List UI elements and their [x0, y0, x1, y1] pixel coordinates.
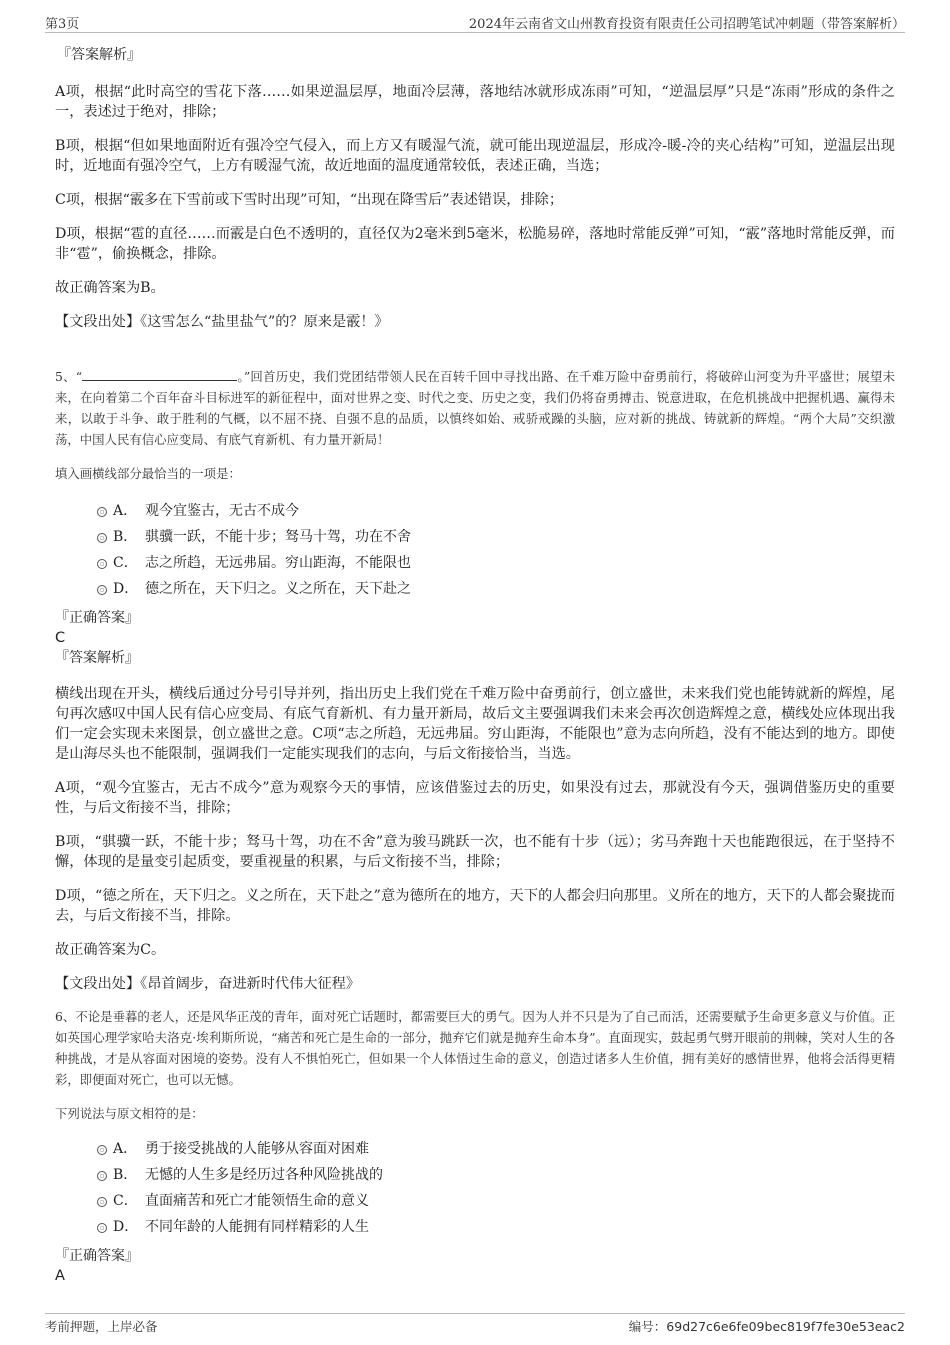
page-number: 第3页 [45, 17, 80, 32]
radio-button[interactable] [97, 1145, 107, 1155]
q6-options [55, 1136, 895, 1240]
q5-blank [82, 367, 237, 381]
radio-button[interactable] [97, 559, 107, 569]
document-id [629, 1317, 905, 1335]
q5-analysis-d: D项，“德之所在，天下归之。义之所在，天下赴之”意为德所在的地方，天下的人都会归向那里。义所在的地方，天下的人都会聚拢而去，与后文衔接不当，排除。 [55, 888, 895, 924]
q4-analysis-d: D项，根据“雹的直径……而霰是白色不透明的，直径仅为2毫米到5毫米，松脆易碎，落地时常能反弹”可知，“霰”落地时常能反弹，而非“雹”，偷换概念，排除。 [55, 226, 895, 262]
q5-option-c[interactable]: C． 志之所趋，无远弗届。穷山距海，不能限也 [55, 550, 895, 576]
q5-source: 【文段出处】《昂首阔步，奋进新时代伟大征程》 [55, 976, 361, 992]
q4-conclusion: 故正确答案为B。 [55, 280, 165, 296]
radio-button[interactable] [97, 1223, 107, 1233]
q5-option-d[interactable]: D． 德之所在，天下归之。义之所在，天下赴之 [55, 576, 895, 602]
q6-option-d[interactable]: D． 不同年龄的人能拥有同样精彩的人生 [55, 1214, 895, 1240]
q5-analysis-main: 横线出现在开头，横线后通过分号引导并列，指出历史上我们党在千难万险中奋勇前行，创立盛世，未来我们党也能铸就新的辉煌，尾句再次感叹中国人民有信心应变局、有底气育新机、有力量开新局，故后文主要强调我们未来会再次创造辉煌之意，横线处应体现出我们一定会实现未来图景，创立盛世之意。C项“志之所趋，无远弗届。穷山距海，不能限也”意为志向所趋，没有不能达到的地方。即使是山海尽头也不能限制，强调我们一定能实现我们的志向，与后文衔接恰当，当选。 [55, 686, 895, 762]
q5-analysis-heading: 『答案解析』 [55, 650, 139, 666]
page-footer [45, 1313, 905, 1334]
document-id-code: 69d27c6e6fe09bec819f7fe30e53eac2 [666, 1319, 905, 1334]
document-id-label: 编号： [628, 1319, 667, 1334]
q6-prompt: 下列说法与原文相符的是： [55, 1106, 204, 1121]
q6-stem: 6、不论是垂暮的老人，还是风华正茂的青年，面对死亡话题时，都需要巨大的勇气。因为人并不只是为了自己而活，还需要赋予生命更多意义与价值。正如英国心理学家哈夫洛克·埃利斯所说，“痛苦和死亡是生命的一部分，抛弃它们就是抛弃生命本身”。直面现实，鼓起勇气劈开眼前的荆棘，笑对人生的各种挑战，才是从容面对困境的姿势。没有人不惧怕死亡，但如果一个人体悟过生命的意义，创造过诸多人生价值，拥有美好的感情世界，他将会活得更精彩，即便面对死亡，也可以无憾。 [55, 1009, 895, 1087]
q4-analysis-heading: 『答案解析』 [57, 47, 141, 63]
q6-option-b[interactable]: B． 无憾的人生多是经历过各种风险挑战的 [55, 1162, 895, 1188]
q6-answer-heading: 『正确答案』 [55, 1248, 139, 1264]
page-content [55, 44, 895, 1286]
q4-source: 【文段出处】《这雪怎么“盐里盐气”的？原来是霰！》 [55, 314, 389, 330]
q4-analysis-c: C项，根据“霰多在下雪前或下雪时出现”可知，“出现在降雪后”表述错误，排除； [55, 192, 564, 208]
radio-button[interactable] [97, 585, 107, 595]
q5-conclusion: 故正确答案为C。 [55, 942, 166, 958]
radio-button[interactable] [97, 533, 107, 543]
q4-analysis-a: A项，根据“此时高空的雪花下落……如果逆温层厚，地面冷层薄，落地结冰就形成冻雨”可知，“逆温层厚”只是“冻雨”形成的条件之一，表述过于绝对，排除； [55, 84, 895, 120]
q5-prompt: 填入画横线部分最恰当的一项是： [55, 466, 241, 481]
q5-analysis-a: A项，“观今宜鉴古，无古不成今”意为观察今天的事情，应该借鉴过去的历史，如果没有过去，那就没有今天，强调借鉴历史的重要性，与后文衔接不当，排除； [55, 780, 895, 816]
page-header [45, 10, 905, 33]
radio-button[interactable] [97, 1197, 107, 1207]
q6-option-a[interactable]: A． 勇于接受挑战的人能够从容面对困难 [55, 1136, 895, 1162]
q5-number: 5、“ [55, 369, 83, 384]
q6-answer: A [55, 1268, 65, 1284]
document-title: 2024年云南省文山州教育投资有限责任公司招聘笔试冲刺题（带答案解析） [468, 17, 905, 32]
q5-stem [55, 366, 895, 450]
footer-slogan: 考前押题，上岸必备 [45, 1319, 158, 1334]
radio-button[interactable] [97, 1171, 107, 1181]
q5-answer-heading: 『正确答案』 [55, 610, 139, 626]
q5-analysis-b: B项，“骐骥一跃，不能十步；驽马十驾，功在不舍”意为骏马跳跃一次，也不能有十步（远）；劣马奔跑十天也能跑很远，在于坚持不懈，体现的是量变引起质变，要重视量的积累，与后文衔接不当，排除； [55, 834, 895, 870]
q5-options [55, 498, 895, 602]
q6-option-c[interactable]: C． 直面痛苦和死亡才能领悟生命的意义 [55, 1188, 895, 1214]
q5-option-b[interactable]: B． 骐骥一跃，不能十步；驽马十驾，功在不舍 [55, 524, 895, 550]
q5-option-a[interactable]: A． 观今宜鉴古，无古不成今 [55, 498, 895, 524]
q5-text: 。”回首历史，我们党团结带领人民在百转千回中寻找出路、在千难万险中奋勇前行，将破碎山河变为升平盛世；展望未来，在向着第二个百年奋斗目标进军的新征程中，面对世界之变、时代之变、历史之变，我们仍将奋勇搏击、锐意进取，在危机挑战中把握机遇、赢得未来，以敢于斗争、敢于胜利的气概，以不屈不挠、自强不息的品质，以慎终如始、戒骄戒躁的头脑，应对新的挑战、铸就新的辉煌。“两个大局”交织激荡，中国人民有信心应变局、有底气育新机、有力量开新局！ [55, 369, 896, 447]
radio-button[interactable] [97, 507, 107, 517]
q4-analysis-b: B项，根据“但如果地面附近有强冷空气侵入，而上方又有暖湿气流，就可能出现逆温层，形成冷-暖-冷的夹心结构”可知，逆温层出现时，近地面有强冷空气，上方有暖湿气流，故近地面的温度通常较低，表述正确，当选； [55, 138, 895, 174]
q5-answer: C [55, 630, 66, 646]
